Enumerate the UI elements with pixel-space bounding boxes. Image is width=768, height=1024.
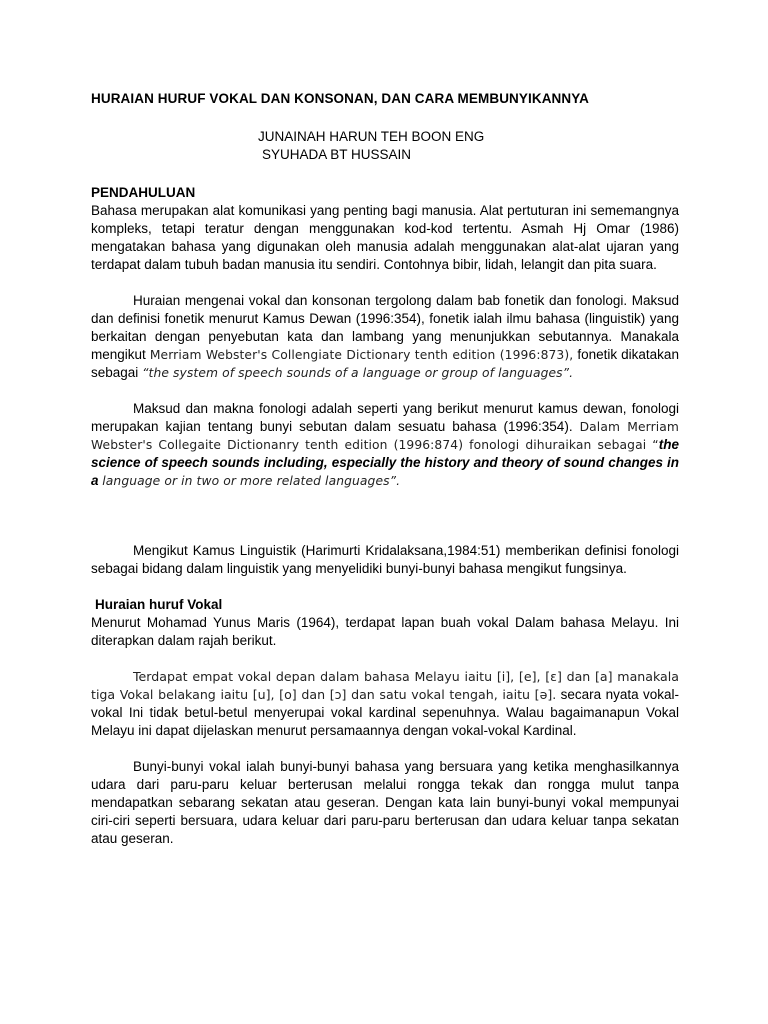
fonetik-quote: “the system of speech sounds of a language or group of languages”. (142, 366, 574, 380)
document-title: HURAIAN HURUF VOKAL DAN KONSONAN, DAN CARA MEMBUNYIKANNYA (91, 91, 589, 106)
paragraph-bunyi-vokal: Bunyi-bunyi vokal ialah bunyi-bunyi bahasa yang bersuara yang ketika menghasilkannya udara dari paru-paru keluar berterusan melalui rongga tekak dan rongga mulut tanpa mendapatkan sebarang sekatan atau geseran. Dengan kata lain bunyi-bunyi vokal mempunyai ciri-ciri seperti bersuara, udara keluar dari paru-paru berterusan dan udara keluar tanpa sekatan atau geseran. (91, 759, 679, 846)
fonologi-quote-bold: the science of speech sounds including, especially the history and theory of sound changes in a (91, 437, 679, 488)
vokal-list-text: Terdapat empat vokal depan dalam bahasa Melayu iaitu [i], [e], [ɛ] dan [a] manakala tiga Vokal belakang iaitu [u], [o] dan [ɔ] dan satu vokal tengah, iaitu [ə]. (91, 669, 679, 702)
paragraph-fonologi (91, 400, 679, 490)
paragraph-fonetik (91, 292, 679, 382)
merriam-reference: Merriam Webster's Collengiate Dictionary tenth edition (1996:873), (149, 348, 574, 362)
author-block (91, 128, 679, 164)
merriam-reference-2: Dalam Merriam Webster's Collegaite Dictionanry tenth edition (1996:874) fonologi dihuraikan sebagai “ (91, 420, 679, 452)
fonetik-text-2: fonetik dikatakan sebagai (91, 347, 679, 380)
document-body (91, 90, 679, 848)
paragraph-kamus-linguistik: Mengikut Kamus Linguistik (Harimurti Kridalaksana,1984:51) memberikan definisi fonologi sebagai bidang dalam linguistik yang menyelidiki bunyi-bunyi bahasa mengikut fungsinya. (91, 543, 679, 576)
fonologi-quote-tail: language or in two or more related languages”. (102, 474, 401, 488)
paragraph-intro: Bahasa merupakan alat komunikasi yang penting bagi manusia. Alat pertuturan ini sememangnya kompleks, tetapi teratur dengan menggunakan kod-kod tertentu. Asmah Hj Omar (1986) mengatakan bahasa yang digunakan oleh manusia adalah menggunakan alat-alat ujaran yang terdapat dalam tubuh badan manusia itu sendiri. Contohnya bibir, lidah, lelangit dan pita suara. (91, 203, 679, 272)
fonetik-text: Huraian mengenai vokal dan konsonan tergolong dalam bab fonetik dan fonologi. Maksud dan definisi fonetik menurut Kamus Dewan (1996:354), fonetik ialah ilmu bahasa (linguistik) yang berkaitan dengan penyebutan kata dan lambang yang menunjukkan sebutannya. Manakala mengikut (91, 293, 679, 362)
paragraph-yunus-maris: Menurut Mohamad Yunus Maris (1964), terdapat lapan buah vokal Dalam bahasa Melayu. Ini diterapkan dalam rajah berikut. (91, 615, 679, 648)
author-line-1: JUNAINAH HARUN TEH BOON ENG (258, 129, 485, 144)
section-heading-vokal: Huraian huruf Vokal (95, 597, 223, 612)
section-heading-pendahuluan: PENDAHULUAN (91, 185, 196, 200)
vokal-kardinal-text: secara nyata vokal-vokal Ini tidak betul-betul menyerupai vokal kardinal sepenuhnya. Walau bagaimanapun Vokal Melayu ini dapat dijelaskan menurut persamaannya dengan vokal-vokal Kardinal. (91, 687, 680, 738)
paragraph-vokal-melayu (91, 668, 679, 740)
fonologi-text: Maksud dan makna fonologi adalah seperti yang berikut menurut kamus dewan, fonologi merupakan kajian tentang bunyi sebutan dalam sesuatu bahasa (1996:354). (91, 401, 679, 434)
author-line-2: SYUHADA BT HUSSAIN (262, 147, 412, 162)
